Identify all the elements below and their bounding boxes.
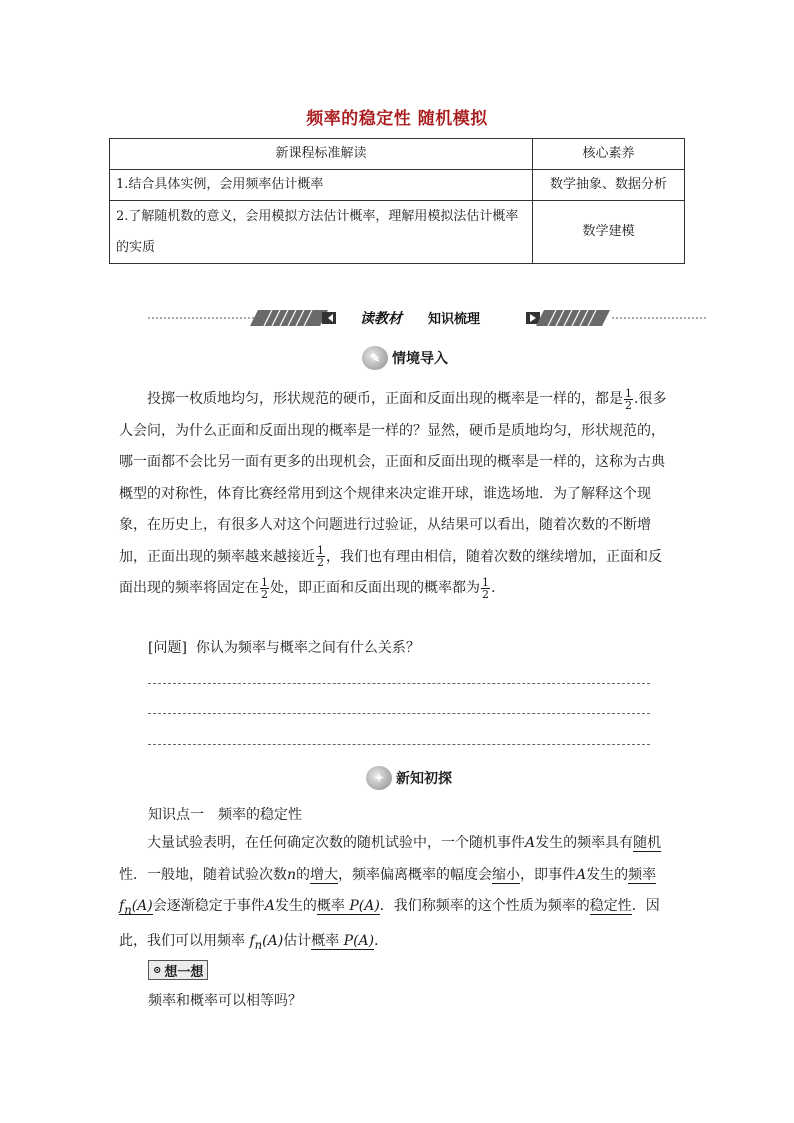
question-tag: [问题]: [148, 640, 187, 656]
section-new-knowledge: [366, 766, 452, 790]
question-text: 你认为频率与概率之间有什么关系？: [195, 640, 420, 656]
table-header-core: 核心素养: [533, 139, 685, 170]
table-cell-core: 数学建模: [533, 201, 685, 264]
blank-frequency: 频率 $f_n(A)$: [119, 866, 657, 917]
fraction-one-half: $\frac{1}{2}$: [261, 575, 268, 601]
blank-shrink: 缩小: [492, 866, 521, 883]
answer-line[interactable]: [148, 713, 650, 714]
table-row: [110, 170, 685, 201]
fraction-one-half: $\frac{1}{2}$: [482, 575, 489, 601]
think-label: 想一想: [164, 964, 204, 980]
section-situation-label: 情境导入: [392, 351, 448, 367]
table-cell-core: 数学抽象、数据分析: [533, 170, 685, 201]
knowledge-point-title: 知识点一 频率的稳定性: [148, 807, 302, 823]
blank-random: 随机: [633, 835, 662, 851]
fraction-one-half: $\frac{1}{2}$: [317, 544, 324, 569]
table-row: [110, 201, 685, 264]
table-header-row: [110, 139, 685, 170]
standards-table: [109, 138, 685, 264]
think-question: 频率和概率可以相等吗？: [148, 993, 302, 1009]
section-new-knowledge-label: 新知初探: [396, 771, 452, 787]
banner-left-text: 读教材: [360, 311, 402, 327]
table-header-standard: 新课程标准解读: [110, 139, 533, 170]
blank-probability: 概率 P(A): [316, 898, 380, 914]
blank-stability: 稳定性: [589, 898, 632, 914]
table-cell-standard: 1.结合具体实例，会用频率估计概率: [110, 170, 533, 201]
banner-right-text: 知识梳理: [428, 312, 481, 327]
answer-line[interactable]: [148, 683, 650, 684]
book-icon: ✦: [366, 766, 392, 790]
lamp-icon: ✎: [362, 346, 388, 370]
page-title: 频率的稳定性 随机模拟: [306, 109, 488, 129]
question-line: [148, 637, 420, 657]
answer-line[interactable]: [148, 744, 650, 745]
table-cell-standard: 2.了解随机数的意义，会用模拟方法估计概率，理解用模拟法估计概率的实质: [110, 201, 533, 264]
section-banner: [148, 306, 708, 330]
knowledge-paragraph: 大量试验表明，在任何确定次数的随机试验中，一个随机事件A发生的频率具有随机性．一般地，随着试验次数n的增大，频率偏离概率的幅度会缩小，即事件A发生的频率 $f_n(A)$会逐渐稳定于事件A发生的概率 P(A)．我们称频率的这个性质为频率的稳定性．因此，我们可以用频率 $f_n(A)$估计概率 P(A)．: [119, 835, 662, 953]
chevron-down-icon: ⊙: [153, 964, 162, 976]
blank-increase: 增大: [310, 866, 339, 883]
situation-paragraph: 投掷一枚质地均匀，形状规范的硬币，正面和反面出现的概率是一样的，都是 $\frac{1}{2}$ .很多人会问，为什么正面和反面出现的概率是一样的？显然，硬币是质地均匀，形状规范的，哪一面都不会比另一面有更多的出现机会，正面和反面出现的概率是一样的，这称为古典概型的对称性，体育比赛经常用到这个规律来决定谁开球，谁选场地．为了解释这个现象，在历史上，有很多人对这个问题进行过验证，从结果可以看出，随着次数的不断增加，正面出现的频率越来越接近 $\frac{1}{2}$ ，我们也有理由相信，随着次数的继续增加，正面和反面出现的频率将固定在 $\frac{1}{2}$ 处，即正面和反面出现的概率都为 $\frac{1}{2}$ .: [119, 386, 667, 601]
think-box: [148, 960, 208, 980]
fraction-one-half: $\frac{1}{2}$: [625, 386, 632, 412]
section-situation: [362, 346, 448, 370]
